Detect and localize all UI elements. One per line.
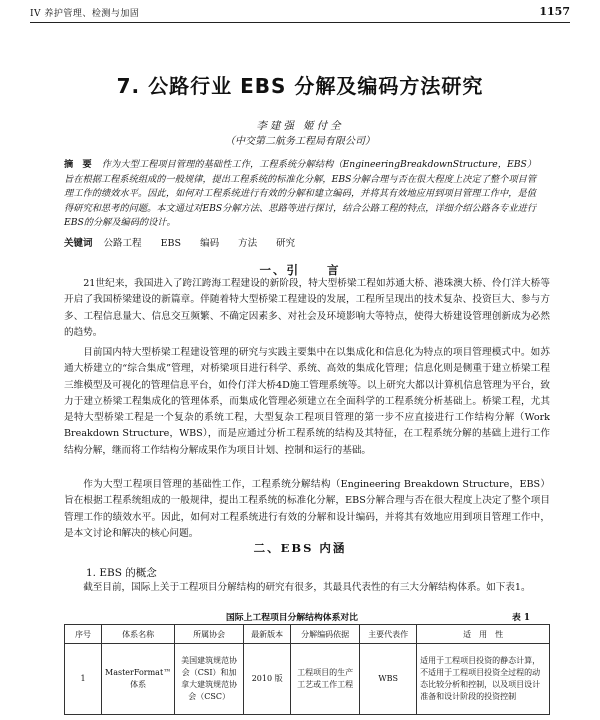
keyword: 研究 xyxy=(276,238,296,249)
keywords xyxy=(64,235,536,249)
keyword: 编码 xyxy=(200,238,220,249)
abstract xyxy=(64,158,536,231)
table-title: 国际上工程项目分解结构体系对比 xyxy=(226,613,358,623)
abstract-text: 作为大型工程项目管理的基础性工作，工程系统分解结构（EngineeringBreakdownStructure，EBS）旨在根据工程系统组成的一般规律，提出工程系统的标准化分解，EBS分解合理与否在很大程度上决定了整个项目管理工作的绩效水平。因此，如何对工程系统进行有效的分解和建立编码，并将其有效地应用到项目管理工作中，是值得研究和思考的问题。本文通过对EBS分解方法、思路等进行探讨，结合公路工程的特点，详细介绍公路各专业进行EBS的分解及编码的设计。 xyxy=(64,159,537,229)
paragraph: 目前国内特大型桥梁工程建设管理的研究与实践主要集中在以集成化和信息化为特点的项目管理模式中。如苏通大桥建立的“综合集成”管理，对桥梁项目进行科学、系统、高效的集成化管理；信息化则是侧重于建立桥梁工程三维模型及可视化的管理信息平台，如伶仃洋大桥4D施工管理系统等。以上研究大都以计算机信息管理为平台，致力于建立桥梁工程集成化的管理体系，而集成化管理必须建立在全面科学的工程系统分析基础上。桥梁工程，尤其是特大型桥梁工程是一个复杂的系统工程，大型复杂工程项目管理的第一步不应直接进行工作结构分解（Work Breakdown Structure，WBS），而是应通过分析工程系统的结构及其特征，在工程系统分解的基础上进行工作结构分解，继而将工作结构分解成果作为项目计划、控制和运行的基础。 xyxy=(64,347,550,456)
table-header-cell: 体系名称 xyxy=(102,625,175,644)
table-header-cell: 最新版本 xyxy=(244,625,291,644)
table-cell: 1 xyxy=(65,644,102,715)
table-header-cell: 主要代表作 xyxy=(360,625,417,644)
comparison-table xyxy=(64,624,550,715)
paragraph: 21世纪来，我国进入了跨江跨海工程建设的新阶段，特大型桥梁工程如苏通大桥、港珠澳大桥、伶仃洋大桥等开启了我国桥梁建设的新篇章。伴随着特大型桥梁工程建设的发展，工程所呈现出的技术复杂、投资巨大、参与方多、工程信息量大、信息交互频繁、不确定因素多、对社会及环境影响大等特点，使得大桥建设管理创新成为必然的趋势。 xyxy=(64,278,550,338)
header-section: IV 养护管理、检测与加固 xyxy=(30,9,140,19)
abstract-label: 摘 要 xyxy=(64,159,92,170)
table-cell: 适用于工程项目投资的静态计算，不适用于工程项目投资全过程的动态比较分析和控制，以及项目设计准备和设计阶段的投资控制 xyxy=(417,644,550,715)
keyword: 公路工程 xyxy=(103,238,142,249)
paragraph: 作为大型工程项目管理的基础性工作，工程系统分解结构（Engineering Breakdown Structure，EBS）旨在根据工程系统组成的一般规律，提出工程系统的标准化分解，EBS分解合理与否在很大程度上决定了整个项目管理工作的绩效水平。因此，如何对工程系统进行有效的分解和设计编码，并将其有效地应用到项目管理工作中，是本文讨论和解决的核心问题。 xyxy=(64,479,550,539)
table-header-cell: 序号 xyxy=(65,625,102,644)
running-header xyxy=(30,4,570,23)
keyword: 方法 xyxy=(238,238,258,249)
paper-title: 7. 公路行业 EBS 分解及编码方法研究 xyxy=(116,74,484,98)
table-header-row xyxy=(65,625,550,644)
table-number: 表 1 xyxy=(512,613,530,623)
table-cell: 美国建筑规范协会（CSI）和加拿大建筑规范协会（CSC） xyxy=(175,644,244,715)
table-row xyxy=(65,644,550,715)
authors: 李建强 姬付全 xyxy=(256,120,344,132)
affiliation: （中交第二航务工程局有限公司） xyxy=(225,136,375,147)
table-header-cell: 分解编码依据 xyxy=(291,625,360,644)
keywords-label: 关键词 xyxy=(64,238,93,249)
table-cell: 工程项目的生产工艺或工作工程 xyxy=(291,644,360,715)
table-header-cell: 所属协会 xyxy=(175,625,244,644)
page-number: 1157 xyxy=(539,5,570,18)
table-cell: MasterFormat™ 体系 xyxy=(102,644,175,715)
table-header-cell: 适 用 性 xyxy=(417,625,550,644)
table-cell: 2010 版 xyxy=(244,644,291,715)
section-heading-ebs: 二、EBS 内涵 xyxy=(253,541,347,555)
paragraph: 截至目前，国际上关于工程项目分解结构的研究有很多，其最具代表性的有三大分解结构体系。如下表1。 xyxy=(83,582,531,593)
table-cell: WBS xyxy=(360,644,417,715)
section-heading-intro: 一、引 言 xyxy=(259,263,341,277)
keyword: EBS xyxy=(160,238,182,249)
subheading: 1. EBS 的概念 xyxy=(86,567,157,579)
